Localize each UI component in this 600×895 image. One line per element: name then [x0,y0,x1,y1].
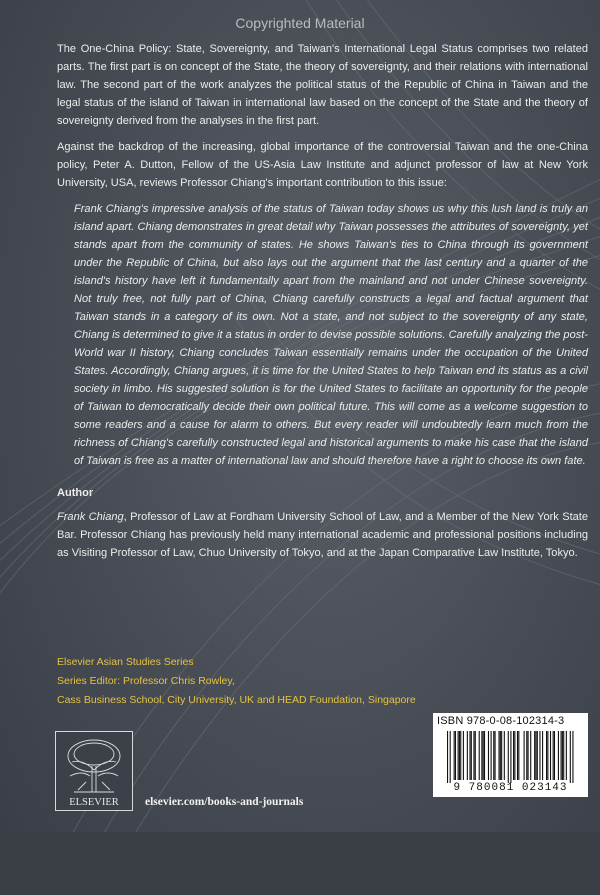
barcode-bar [558,731,559,780]
barcode-bar [572,731,573,783]
elsevier-logo [55,731,133,811]
barcode-bar [447,731,448,783]
barcode-bar [563,731,564,780]
barcode-digits: 9 780081 023143 [453,782,568,794]
barcode-bar [458,731,459,780]
elsevier-logo-text: ELSEVIER [69,797,119,808]
barcode-bar [542,731,543,780]
barcode-bar [566,731,567,780]
barcode-bar [570,731,571,783]
barcode-bar [467,731,468,780]
barcode-bar [535,731,536,780]
barcode-bar [501,731,502,780]
barcode-bar [537,731,538,780]
blurb [57,40,588,562]
barcode-bar [553,731,554,780]
barcode-bar [498,731,499,780]
author-name: Frank Chiang [57,511,124,523]
barcode-bar [526,731,527,780]
barcode-bar [484,731,485,780]
barcode-bar [483,731,484,780]
barcode-bar [510,731,511,783]
barcode-bar [539,731,540,780]
author-heading: Author [57,487,94,499]
series-editor: Series Editor: Professor Chris Rowley, [57,675,235,687]
isbn-label: ISBN 978-0-08-102314-3 [437,715,565,727]
review-quote: Frank Chiang's impressive analysis of the status of Taiwan today shows us why this lush land is truly an island apart. Chiang demonstrates in great detail why Taiwan possesses the attributes of sovereignty, yet stands apart from the community of states. He shows Taiwan's ties to China through its government under the Republic of China, but also lays out the argument that the last century and a quarter of the island's history have left it fundamentally apart from the mainland and not under Chinese sovereignty. Not truly free, not fully part of China, Chiang carefully constructs a legal and factual argument that Taiwan stands in a category of its own. Not a state, and not subject to the sovereignty of any state, Chiang is determined to give it a status in order to devise possible solutions. Carefully analyzing the post-World war II history, Chiang concludes Taiwan essentially remains under the occupation of the United States. Accordingly, Chiang argues, it is time for the United States to help Taiwan end its status as a civil society in limbo. His suggested solution is for the United States to facilitate an opportunity for the people of Taiwan to democratically decide their own political future. This will come as a welcome suggestion to some readers and a cause for alarm to others. But every reader will undoubtedly learn much from the richness of Chiang's carefully constructed legal and historical arguments to make his case that the island of Taiwan is free as a matter of international law and should therefore have a right to choose its own fate. [74,203,588,467]
barcode-bar [473,731,474,780]
barcode-bar [554,731,555,780]
barcode-bar [513,731,514,780]
barcode-bar [481,731,482,780]
barcode-bar [550,731,551,780]
barcode-bar [479,731,480,780]
barcode-bar [491,731,492,780]
barcode-bar [514,731,515,780]
barcode-bar [524,731,525,780]
barcode-bar [534,731,535,780]
barcode-bar [460,731,461,780]
barcode-bar [547,731,548,780]
isbn-barcode [433,713,588,797]
barcode-bar [463,731,464,780]
barcode-bar [518,731,519,780]
review-intro-paragraph: Against the backdrop of the increasing, global importance of the controversial Taiwan and the one-China policy, Peter A. Dutton, Fellow of the US-Asia Law Institute and adjunct professor of law at New York University, USA, reviews Professor Chiang's important contribution to this issue: [57,141,588,189]
barcode-bar [500,731,501,780]
barcode-bar [495,731,496,780]
barcode-bar [471,731,472,780]
watermark: Copyrighted Material [235,15,365,31]
barcode-bar [475,731,476,780]
barcode-bar [454,731,455,780]
intro-paragraph: The One-China Policy: State, Sovereignty, and Taiwan's International Legal Status comprises two related parts. The first part is on concept of the State, the theory of sovereignty, and their relations with international law. The second part of the work analyzes the political status of the Republic of China in Taiwan and the legal status of the island of Taiwan in international law based on the concept of the State and the theory of sovereignty derived from the analyses in the first part. [57,43,588,127]
barcode-bar [488,731,489,780]
series-info [57,653,457,710]
barcode-bar [455,731,456,780]
barcode-bar [528,731,529,780]
author-bio-text: , Professor of Law at Fordham University School of Law, and a Member of the New York State Bar. Professor Chiang has previously held many international academic and professional positions including as Visiting Professor of Law, Chuo University of Tokyo, and at the Japan Comparative Law Institute, Tokyo. [57,511,588,559]
publisher-url[interactable]: elsevier.com/books-and-journals [145,796,304,808]
author-bio [57,508,588,562]
series-editor-affiliation: Cass Business School, City University, UK and HEAD Foundation, Singapore [57,694,416,706]
barcode-bar [493,731,494,780]
barcode-bar [504,731,505,780]
barcode-bar [459,731,460,780]
barcode-bar [469,731,470,780]
barcode-bar [450,731,451,783]
barcode-bar [508,731,509,783]
barcode-bar [546,731,547,780]
barcode-bar [562,731,563,780]
barcode-bar [530,731,531,780]
barcode-bar [561,731,562,780]
bottom-strip [0,832,600,895]
series-title: Elsevier Asian Studies Series [57,656,194,668]
barcode-bar [517,731,518,780]
